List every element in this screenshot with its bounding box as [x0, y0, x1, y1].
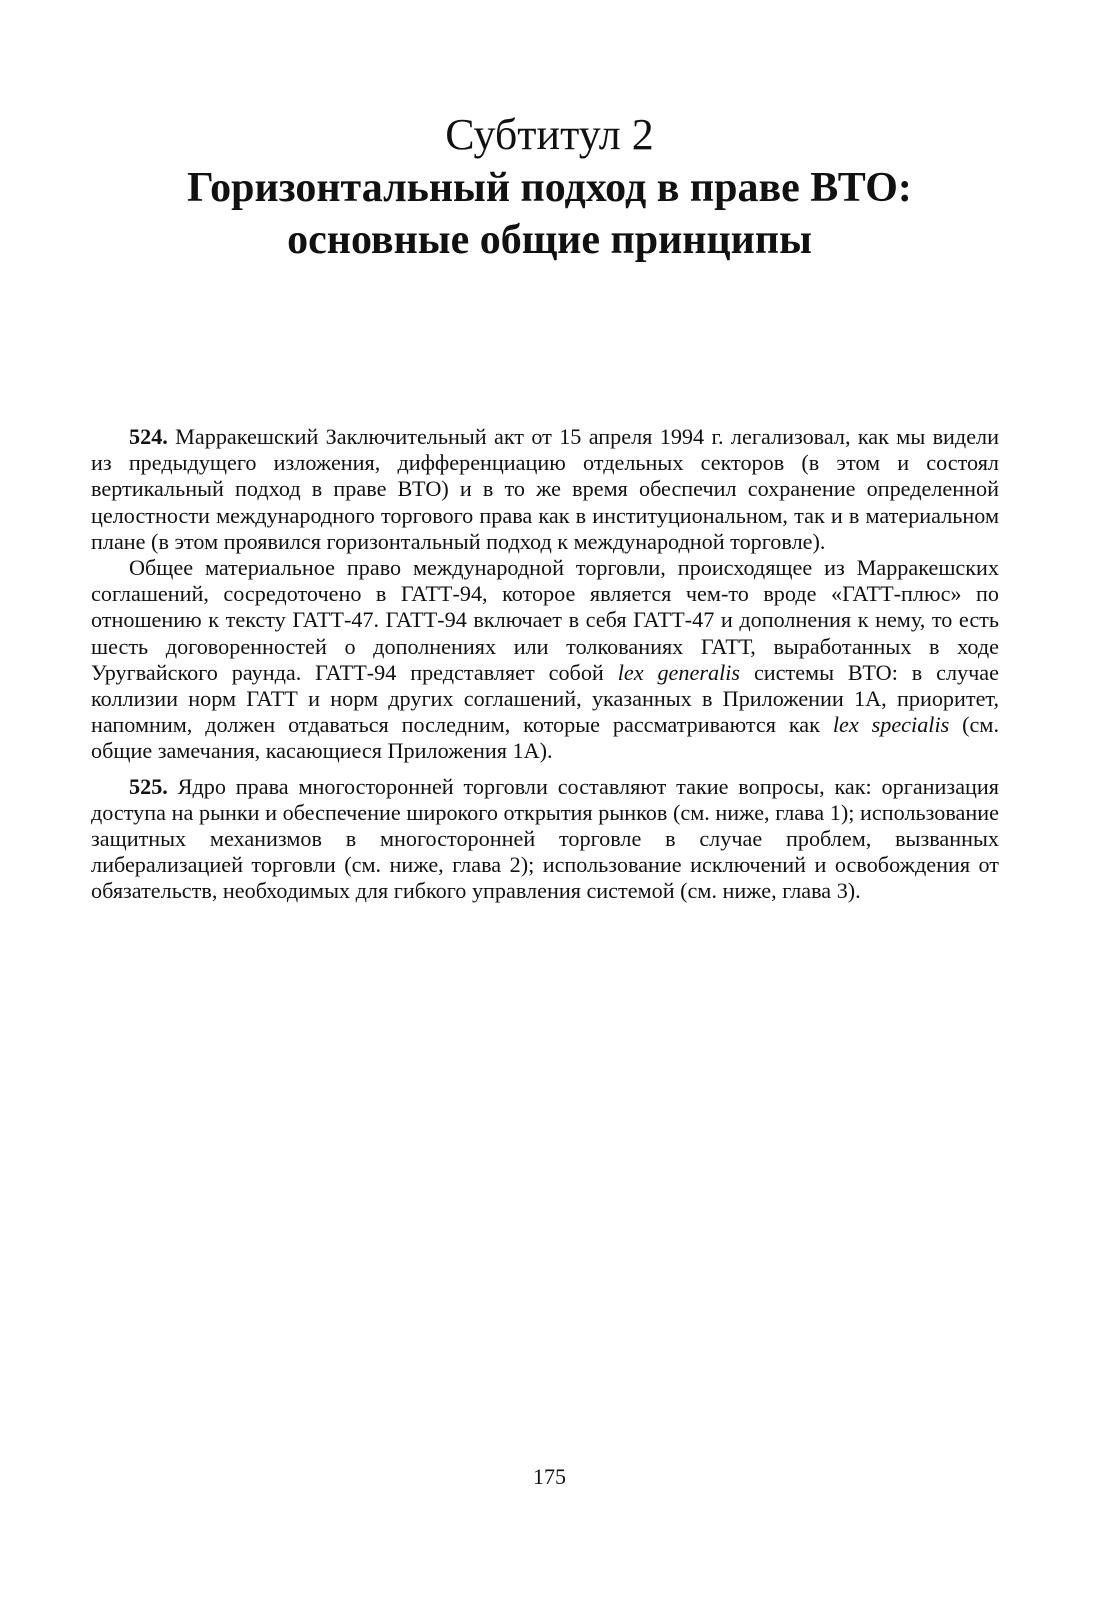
page-number: 175	[533, 1464, 566, 1489]
paragraph-text: Ядро права многосторонней торговли составляют такие вопросы, как: организация доступа на рынки и обеспечение широкого открытия рынков (см. ниже, глава 1); использование защитных механизмов в многосторонней торговле в случае проблем, вызванных либерализацией торговли (см. ниже, глава 2); использование исключений и освобождения от обязательств, необходимых для гибкого управления системой (см. ниже, глава 3).	[91, 773, 999, 904]
italic-term: lex generalis	[617, 659, 741, 685]
paragraph-524	[91, 424, 999, 555]
paragraph-number: 524.	[129, 424, 168, 449]
paragraph-text: Общее материальное право международной торговли, происходящее из Марракешских соглашений, сосредоточено в ГАТТ-94, которое является чем-то вроде «ГАТТ-плюс» по отношению к тексту ГАТТ-47. ГАТТ-94 включает в себя ГАТТ-47 и дополнения к нему, то есть шесть договоренностей о дополнениях или толкованиях ГАТТ, выработанных в ходе Уругвайского раунда. ГАТТ-94 представляет собой	[91, 555, 999, 685]
section-heading	[0, 108, 1099, 266]
title-line-1: Горизонтальный подход в праве ВТО:	[187, 165, 912, 211]
italic-term: lex specialis	[832, 712, 950, 738]
title-line-2: основные общие принципы	[287, 217, 812, 263]
paragraph-gatt94	[91, 555, 999, 765]
paragraph-text: системы ВТО: в случае коллизии норм ГАТТ и норм других соглашений, указанных в Приложении 1А, приоритет, напомним, должен отдаваться последним, которые рассматриваются как	[91, 659, 1000, 738]
paragraph-text: (см. общие замечания, касающиеся Приложения 1А).	[91, 712, 999, 764]
subtitle: Субтитул 2	[445, 110, 654, 159]
paragraph-525	[91, 774, 999, 905]
body-text	[91, 424, 999, 905]
paragraph-text: Марракешский Заключительный акт от 15 апреля 1994 г. легализовал, как мы видели из предыдущего изложения, дифференциацию отдельных секторов (в этом и состоял вертикальный подход в праве ВТО) и в то же время обеспечил сохранение определенной целостности международного торгового права как в институциональном, так и в материальном плане (в этом проявился горизонтальный подход к международной торговле).	[91, 424, 999, 554]
paragraph-number: 525.	[129, 773, 168, 799]
